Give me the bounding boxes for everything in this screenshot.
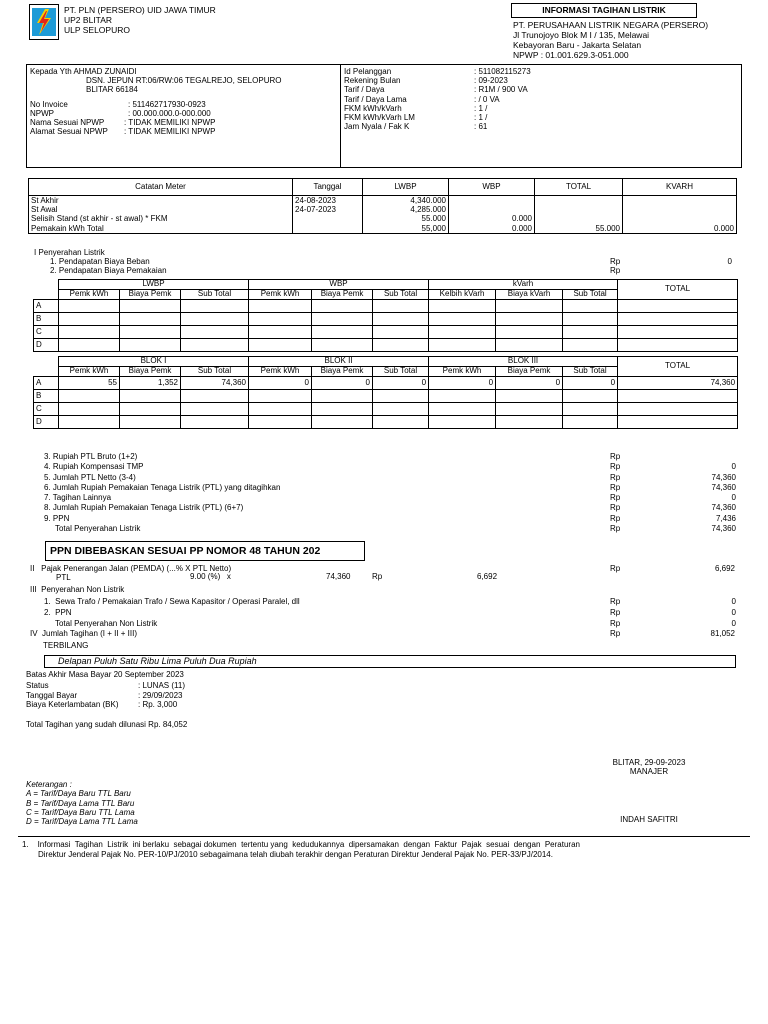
nonlistrik-value: 0 [731,597,736,606]
company-block [64,5,216,35]
ptl-netto: 74,360 [326,572,351,581]
subheader: Pemk kWh [59,290,120,300]
summary-value: 74,360 [711,482,736,492]
subheader: Biaya kVarh [496,290,563,300]
summary-rp: Rp [610,452,621,461]
hq-line: PT. PERUSAHAAN LISTRIK NEGARA (PERSERO) [513,20,709,30]
row-label: D [34,416,59,429]
subheader: Biaya Pemk [120,367,181,377]
subheader: Pemk kWh [59,367,120,377]
meter-header: Catatan Meter [29,179,293,196]
hq-block [513,20,708,60]
terbilang-label: TERBILANG [43,641,89,650]
batas-bayar: Batas Akhir Masa Bayar 20 September 2023 [26,670,184,679]
tarif-table-1 [33,279,738,352]
table-row [34,416,738,429]
meter-wbp: 0.000 0.000 [449,196,535,234]
subheader: Sub Total [563,367,618,377]
subheader: Sub Total [181,367,249,377]
row-label: B [34,390,59,403]
meter-header-row [29,179,737,196]
nonlistrik-rp: Rp [610,597,621,606]
field-fkm-lm: FKM kWh/kVarh LM : 1 / [344,113,488,123]
summary-value: 0 [731,462,736,472]
payment-label: Biaya Keterlambatan (BK) [26,700,119,710]
total-header: TOTAL [618,280,738,300]
info-title-box [511,3,697,18]
field-rekening-bulan: Rekening Bulan : 09-2023 [344,76,508,86]
penyerahan-title: I Penyerahan Listrik [34,248,105,257]
summary-label: 8. Jumlah Rupiah Pemakaian Tenaga Listrik (PTL) (6+7) [44,503,244,513]
ptl-pct: 9.00 (%) x [190,572,231,581]
payment-fields [26,681,185,710]
summary-value: 74,360 [711,524,736,534]
meter-labels: St Akhir St Awal Selisih Stand (st akhir - st awal) * FKM Pemakain kWh Total [29,196,293,234]
nonlistrik-value: 0 [731,618,736,628]
terbilang-box [44,655,736,668]
row-label: A [34,300,59,313]
pajak-rp: Rp [610,564,621,573]
table-row: A 55 1,352 74,360 0 0 0 0 0 0 74,360 [34,377,738,390]
meter-table [28,178,737,234]
customer-right [344,67,531,131]
ptl-result: 6,692 [477,572,498,581]
summary-rp: Rp [610,493,621,503]
field-jam-nyala: Jam Nyala / Fak K : 61 [344,122,488,132]
group-header: BLOK I [59,357,249,367]
nonlistrik-value: 0 [731,607,736,617]
group-header: BLOK III [429,357,618,367]
table-row [34,339,738,352]
jumlah-tagihan-rp: Rp [610,629,621,638]
field-npwp: NPWP : 00.000.000.0-000.000 [30,109,211,118]
summary-value: 0 [731,493,736,503]
field-no-invoice: No Invoice : 511462717930-0923 [30,100,206,109]
subheader: Pemk kWh [249,290,312,300]
subheader: Sub Total [373,290,429,300]
hq-line: Jl Trunojoyo Blok M I / 135, Melawai [513,30,650,40]
footnote-line-1: 1. Informasi Tagihan Listrik ini berlaku sebagai dokumen tertentu yang kedudukannya dipersamakan dengan Faktur Pajak sesuai dengan Peraturan [22,840,580,849]
meter-total: 55.000 [535,196,623,234]
nonlistrik-title: III Penyerahan Non Listrik [30,585,125,594]
meter-dates: 24-08-2023 24-07-2023 [293,196,363,234]
ptl-label: PTL [56,573,71,582]
terbilang-value: Delapan Puluh Satu Ribu Lima Puluh Dua Rupiah [58,656,257,666]
meter-header: TOTAL [535,179,623,196]
footnote-divider [18,836,750,837]
summary-rp: Rp [610,472,621,482]
summary-label: 3. Rupiah PTL Bruto (1+2) [44,452,138,461]
field-id-pelanggan: Id Pelanggan : 511082115273 [344,67,531,76]
meter-lwbp: 4,340.000 4,285.000 55.000 55,000 [363,196,449,234]
customer-left [30,67,281,136]
row-label: A [34,377,59,390]
row-label: B [34,313,59,326]
subheader: Biaya Pemk [120,290,181,300]
company-line: ULP SELOPURO [64,25,130,35]
nonlistrik-block [44,597,736,629]
summary-rp: Rp [610,524,621,534]
summary-rp: Rp [610,503,621,513]
subheader: Biaya Pemk [312,290,373,300]
summary-label: 5. Jumlah PTL Netto (3-4) [44,472,136,482]
summary-value: 7,436 [715,513,736,523]
table-row [34,390,738,403]
summary-label: 9. PPN [44,513,70,523]
payment-value: : LUNAS (11) [138,681,185,690]
row-label: D [34,339,59,352]
pajak-value: 6,692 [714,564,735,573]
summary-label: Total Penyerahan Listrik [44,524,141,534]
keterangan-item: B = Tarif/Daya Lama TTL Baru [26,798,135,808]
pln-logo-icon [30,5,58,39]
total-dilunasi: Total Tagihan yang sudah dilunasi Rp. 84,052 [26,720,188,729]
meter-header: LWBP [363,179,449,196]
field-tarif-daya: Tarif / Daya : R1M / 900 VA [344,85,528,95]
field-fkm: FKM kWh/kVarh : 1 / [344,103,488,113]
table-row [34,326,738,339]
group-header: kVarh [429,280,618,290]
meter-header: Tanggal [293,179,363,196]
keterangan-item: A = Tarif/Daya Baru TTL Baru [26,789,131,799]
pln-logo [29,4,59,40]
group-header: LWBP [59,280,249,290]
payment-label: Tanggal Bayar [26,690,78,700]
customer-divider [340,64,341,168]
penyerahan-item-1: 1. Pendapatan Biaya Beban [50,257,150,266]
subheader: Pemk kWh [429,367,496,377]
table-row [34,300,738,313]
penyerahan-item-1-value: 0 [727,257,732,266]
tarif-table-2 [33,356,738,429]
penyerahan-item-2-rp: Rp [610,266,621,275]
company-line: PT. PLN (PERSERO) UID JAWA TIMUR [64,5,216,15]
payment-label: Status [26,681,49,690]
nonlistrik-rp: Rp [610,607,621,617]
subheader: Sub Total [373,367,429,377]
row-label: C [34,403,59,416]
summary-rp: Rp [610,482,621,492]
meter-header: KVARH [623,179,737,196]
subheader: Biaya Pemk [496,367,563,377]
summary-label: 4. Rupiah Kompensasi TMP [44,462,144,472]
subheader: Sub Total [181,290,249,300]
ppn-notice: PPN DIBEBASKAN SESUAI PP NOMOR 48 TAHUN 202 [50,545,321,557]
pajak-label: II Pajak Penerangan Jalan (PEMDA) (...% X PTL Netto) [30,564,232,573]
penyerahan-item-1-rp: Rp [610,257,621,266]
penyerahan-item-2: 2. Pendapatan Biaya Pemakaian [50,266,167,275]
row-label: C [34,326,59,339]
jumlah-tagihan-value: 81,052 [710,629,735,638]
field-tarif-daya-lama: Tarif / Daya Lama : / 0 VA [344,94,500,104]
field-alamat-npwp: Alamat Sesuai NPWP : TIDAK MEMILIKI NPWP [30,127,216,136]
meter-body-row [29,196,737,234]
nonlistrik-label: Total Penyerahan Non Listrik [44,618,158,628]
nonlistrik-rp: Rp [610,618,621,628]
kepada: Kepada Yth AHMAD ZUNAIDI [30,67,137,76]
meter-kvarh: 0.000 [623,196,737,234]
footnote-line-2: Direktur Jenderal Pajak No. PER-10/PJ/2010 sebagaimana telah diubah terakhir dengan Peraturan Direktur Jenderal Pajak No. PER-33/PJ/2014. [38,850,553,859]
group-header: WBP [249,280,429,290]
summary-value: 74,360 [711,503,736,513]
payment-value: : 29/09/2023 [138,690,183,700]
company-line: UP2 BLITAR [64,15,113,25]
group-header: BLOK II [249,357,429,367]
summary-label: 7. Tagihan Lainnya [44,493,112,503]
signature-block [584,758,714,776]
subheader: Kelbih kVarh [429,290,496,300]
signature-title: MANAJER [629,767,669,776]
total-header: TOTAL [618,357,738,377]
summary-rp: Rp [610,513,621,523]
address-line-1: DSN. JEPUN RT:06/RW:06 TEGALREJO, SELOPURO [86,76,282,85]
summary-rp: Rp [610,462,621,472]
subheader: Pemk kWh [249,367,312,377]
summary-block [44,452,736,534]
signature-place-date: BLITAR, 29-09-2023 [612,758,686,767]
field-nama-npwp: Nama Sesuai NPWP : TIDAK MEMILIKI NPWP [30,118,216,127]
payment-value: : Rp. 3,000 [138,700,178,710]
keterangan-item: D = Tarif/Daya Lama TTL Lama [26,817,138,827]
summary-value: 74,360 [711,472,736,482]
summary-label: 6. Jumlah Rupiah Pemakaian Tenaga Listrik (PTL) yang ditagihkan [44,482,281,492]
table-row [34,313,738,326]
subheader: Biaya Pemk [312,367,373,377]
keterangan-block [26,780,138,826]
table-row [34,403,738,416]
keterangan-item: C = Tarif/Daya Baru TTL Lama [26,807,135,817]
info-title: INFORMASI TAGIHAN LISTRIK [542,5,666,15]
hq-line: Kebayoran Baru - Jakarta Selatan [513,40,642,50]
nonlistrik-label: 1. Sewa Trafo / Pemakaian Trafo / Sewa Kapasitor / Operasi Paralel, dll [44,597,300,606]
address-line-2: BLITAR 66184 [86,85,138,94]
keterangan-title: Keterangan : [26,780,72,789]
summary-value [650,452,736,462]
subheader: Sub Total [563,290,618,300]
nonlistrik-label: 2. PPN [44,607,72,617]
ptl-rp: Rp [372,572,383,581]
hq-line: NPWP : 01.001.629.3-051.000 [513,50,629,60]
ppn-notice-box [45,541,365,561]
signature-name: INDAH SAFITRI [620,815,678,824]
meter-header: WBP [449,179,535,196]
jumlah-tagihan-label: IV Jumlah Tagihan (I + II + III) [30,629,138,638]
